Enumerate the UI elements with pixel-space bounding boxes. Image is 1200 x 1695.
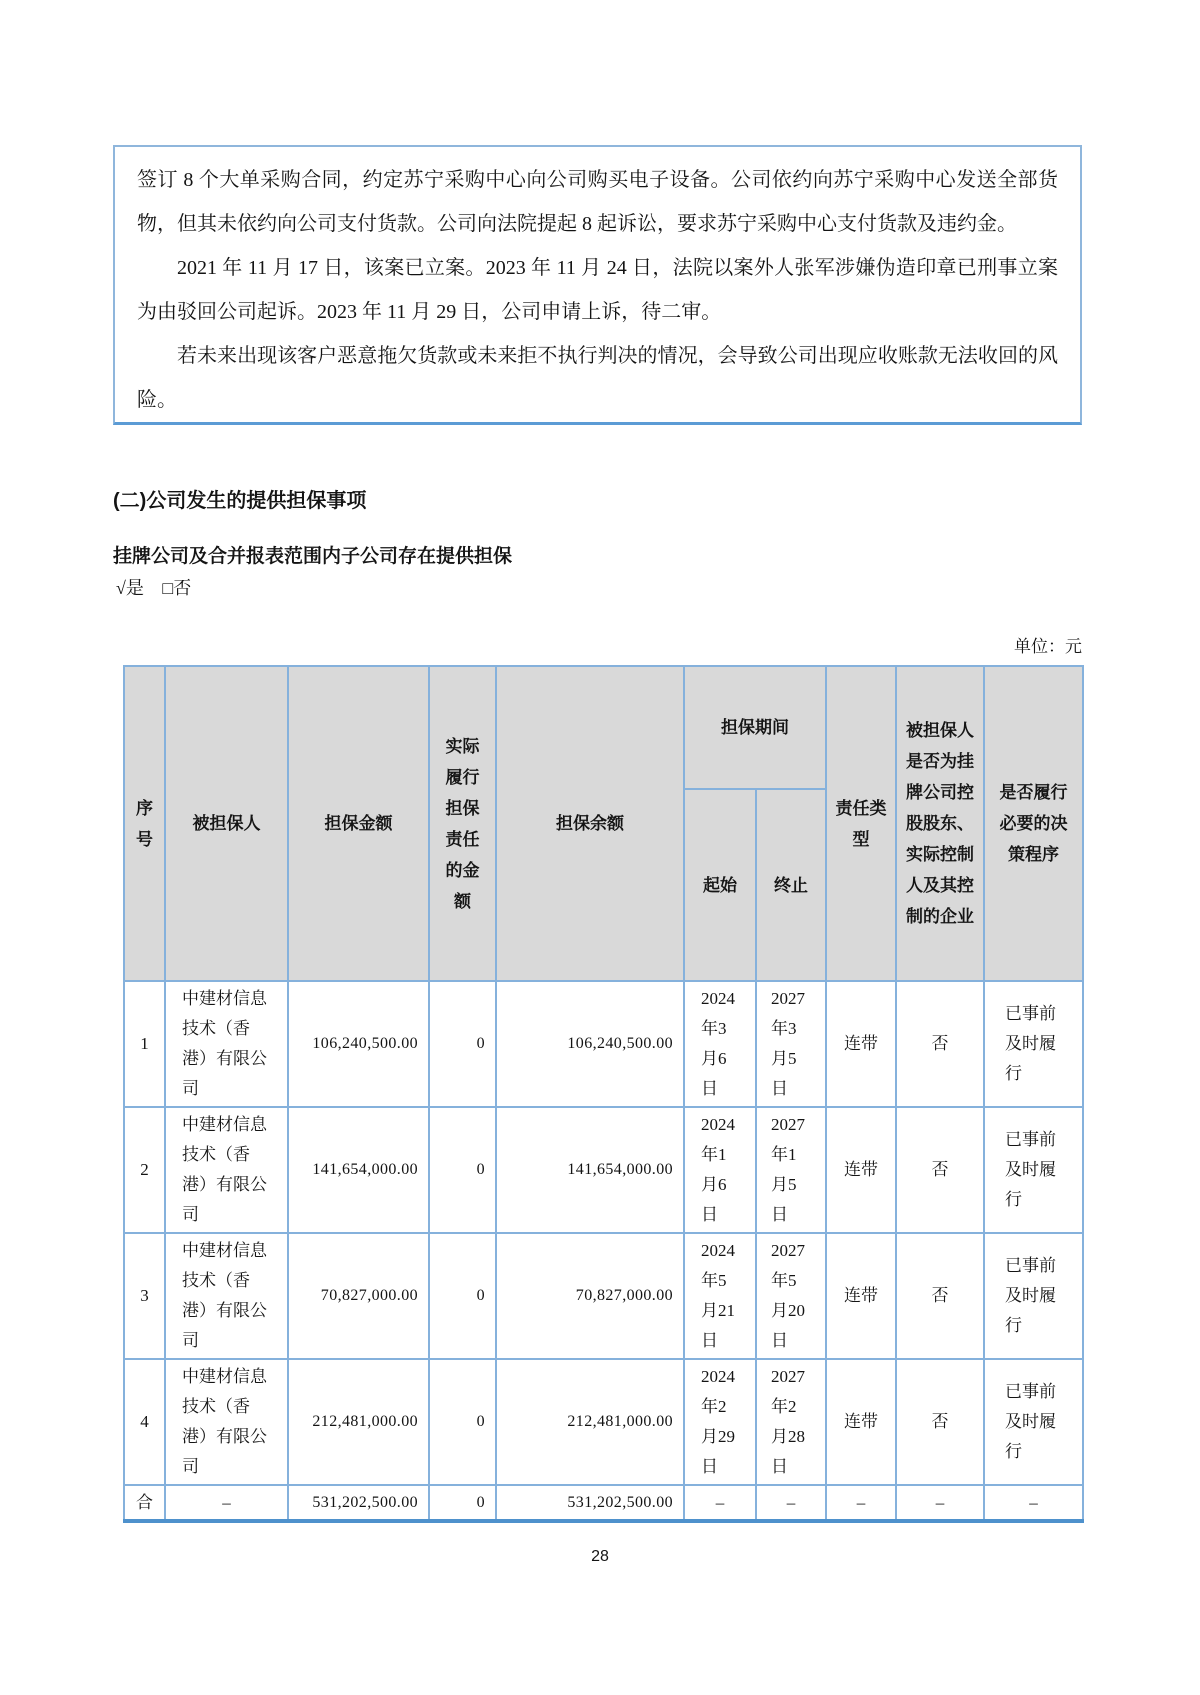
cell-guaranteed-party: 中建材信息技术（香港）有限公司 bbox=[165, 1359, 288, 1485]
cell-controller-related: 否 bbox=[896, 981, 984, 1107]
cell-guaranteed-party: – bbox=[165, 1485, 288, 1521]
col-header-controller-related: 被担保人是否为挂牌公司控股股东、实际控制人及其控制的企业 bbox=[896, 666, 984, 981]
cell-balance: 531,202,500.00 bbox=[496, 1485, 684, 1521]
cell-decision-procedure: 已事前及时履行 bbox=[984, 1233, 1083, 1359]
risk-disclosure-box bbox=[113, 145, 1082, 425]
cell-period-start: 2024年1月6日 bbox=[684, 1107, 756, 1233]
cell-amount: 106,240,500.00 bbox=[288, 981, 429, 1107]
col-header-period-end: 终止 bbox=[756, 789, 826, 981]
risk-paragraph: 若未来出现该客户恶意拖欠货款或未来拒不执行判决的情况，会导致公司出现应收账款无法收回的风险。 bbox=[137, 345, 1058, 411]
cell-amount: 531,202,500.00 bbox=[288, 1485, 429, 1521]
cell-balance: 141,654,000.00 bbox=[496, 1107, 684, 1233]
cell-liability-type: 连带 bbox=[826, 1233, 896, 1359]
cell-no: 1 bbox=[124, 981, 165, 1107]
cell-controller-related: – bbox=[896, 1485, 984, 1521]
guarantee-table-header bbox=[124, 666, 1083, 981]
cell-no: 2 bbox=[124, 1107, 165, 1233]
cell-period-start: 2024年5月21日 bbox=[684, 1233, 756, 1359]
cell-guaranteed-party: 中建材信息技术（香港）有限公司 bbox=[165, 1233, 288, 1359]
cell-actual-liability-amount: 0 bbox=[429, 1359, 496, 1485]
unit-label: 单位：元 bbox=[1014, 637, 1082, 656]
cell-period-end: 2027年5月20日 bbox=[756, 1233, 826, 1359]
col-header-no: 序号 bbox=[124, 666, 165, 981]
cell-actual-liability-amount: 0 bbox=[429, 1233, 496, 1359]
section-heading: (二)公司发生的提供担保事项 bbox=[113, 490, 367, 512]
col-header-actual-liability-amount: 实际履行担保责任的金额 bbox=[429, 666, 496, 981]
option-no-unchecked: □否 bbox=[162, 578, 192, 598]
table-row bbox=[124, 1233, 1083, 1359]
cell-controller-related: 否 bbox=[896, 1107, 984, 1233]
guarantee-table-body bbox=[124, 981, 1083, 1521]
cell-liability-type: – bbox=[826, 1485, 896, 1521]
col-header-balance: 担保余额 bbox=[496, 666, 684, 981]
cell-amount: 141,654,000.00 bbox=[288, 1107, 429, 1233]
risk-paragraph: 2021 年 11 月 17 日，该案已立案。2023 年 11 月 24 日，法院以案外人张军涉嫌伪造印章已刑事立案为由驳回公司起诉。2023 年 11 月 29 日，公司申请上诉，待二审。 bbox=[137, 257, 1058, 323]
table-total-row bbox=[124, 1485, 1083, 1521]
cell-period-start: 2024年3月6日 bbox=[684, 981, 756, 1107]
cell-period-end: 2027年3月5日 bbox=[756, 981, 826, 1107]
guarantee-table bbox=[123, 665, 1084, 1523]
cell-controller-related: 否 bbox=[896, 1233, 984, 1359]
col-header-guaranteed-party: 被担保人 bbox=[165, 666, 288, 981]
cell-amount: 70,827,000.00 bbox=[288, 1233, 429, 1359]
applicability-options bbox=[116, 574, 205, 600]
cell-period-start: – bbox=[684, 1485, 756, 1521]
cell-period-end: 2027年1月5日 bbox=[756, 1107, 826, 1233]
cell-balance: 212,481,000.00 bbox=[496, 1359, 684, 1485]
cell-liability-type: 连带 bbox=[826, 1359, 896, 1485]
cell-period-end: 2027年2月28日 bbox=[756, 1359, 826, 1485]
cell-decision-procedure: – bbox=[984, 1485, 1083, 1521]
col-header-period-start: 起始 bbox=[684, 789, 756, 981]
risk-paragraph: 签订 8 个大单采购合同，约定苏宁采购中心向公司购买电子设备。公司依约向苏宁采购中心发送全部货物，但其未依约向公司支付货款。公司向法院提起 8 起诉讼，要求苏宁采购中心支付货款及违约金。 bbox=[137, 169, 1058, 235]
cell-decision-procedure: 已事前及时履行 bbox=[984, 1107, 1083, 1233]
cell-balance: 106,240,500.00 bbox=[496, 981, 684, 1107]
cell-period-end: – bbox=[756, 1485, 826, 1521]
cell-actual-liability-amount: 0 bbox=[429, 1107, 496, 1233]
col-header-liability-type: 责任类型 bbox=[826, 666, 896, 981]
cell-no: 4 bbox=[124, 1359, 165, 1485]
cell-actual-liability-amount: 0 bbox=[429, 1485, 496, 1521]
cell-amount: 212,481,000.00 bbox=[288, 1359, 429, 1485]
cell-actual-liability-amount: 0 bbox=[429, 981, 496, 1107]
table-row bbox=[124, 981, 1083, 1107]
table-row bbox=[124, 1359, 1083, 1485]
cell-liability-type: 连带 bbox=[826, 1107, 896, 1233]
col-header-period-group: 担保期间 bbox=[684, 666, 826, 789]
cell-decision-procedure: 已事前及时履行 bbox=[984, 1359, 1083, 1485]
cell-guaranteed-party: 中建材信息技术（香港）有限公司 bbox=[165, 1107, 288, 1233]
table-row bbox=[124, 1107, 1083, 1233]
cell-decision-procedure: 已事前及时履行 bbox=[984, 981, 1083, 1107]
col-header-amount: 担保金额 bbox=[288, 666, 429, 981]
cell-balance: 70,827,000.00 bbox=[496, 1233, 684, 1359]
option-yes-checked: √是 bbox=[116, 578, 144, 598]
cell-no: 合 bbox=[124, 1485, 165, 1521]
cell-controller-related: 否 bbox=[896, 1359, 984, 1485]
sub-heading: 挂牌公司及合并报表范围内子公司存在提供担保 bbox=[113, 546, 513, 567]
page-number: 28 bbox=[591, 1548, 609, 1565]
col-header-decision-procedure: 是否履行必要的决策程序 bbox=[984, 666, 1083, 981]
cell-no: 3 bbox=[124, 1233, 165, 1359]
cell-period-start: 2024年2月29日 bbox=[684, 1359, 756, 1485]
cell-liability-type: 连带 bbox=[826, 981, 896, 1107]
cell-guaranteed-party: 中建材信息技术（香港）有限公司 bbox=[165, 981, 288, 1107]
